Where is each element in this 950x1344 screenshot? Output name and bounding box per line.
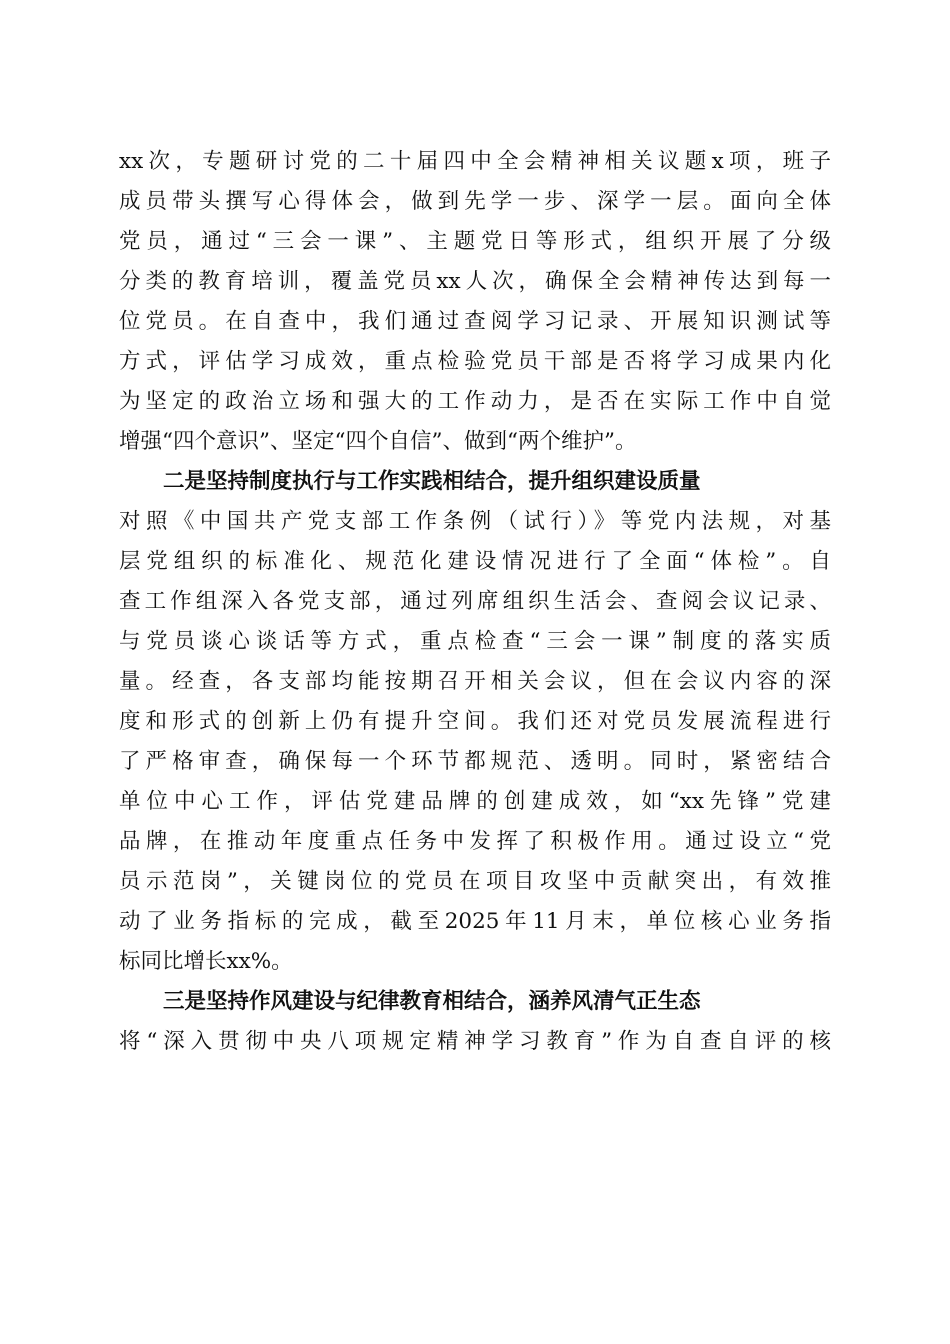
paragraph-line: 度和形式的创新上仍有提升空间。我们还对党员发展流程进行 [119, 709, 831, 734]
paragraph-line: 方式，评估学习成效，重点检验党员干部是否将学习成果内化 [119, 349, 831, 374]
paragraph-line: 与党员谈心谈话等方式，重点检查“三会一课”制度的落实质 [119, 629, 831, 654]
section-heading: 三是坚持作风建设与纪律教育相结合，涵养风清气正生态 [163, 989, 701, 1014]
paragraph-line: 位党员。在自查中，我们通过查阅学习记录、开展知识测试等 [119, 309, 831, 334]
paragraph-line: 动了业务指标的完成，截至2025年11月末，单位核心业务指 [119, 909, 831, 934]
paragraph-line: 分类的教育培训，覆盖党员xx人次，确保全会精神传达到每一 [119, 269, 831, 294]
paragraph-line: 增强“四个意识”、坚定“四个自信”、做到“两个维护”。 [119, 429, 637, 454]
paragraph-line: 查工作组深入各党支部，通过列席组织生活会、查阅会议记录、 [119, 589, 831, 614]
section-heading: 二是坚持制度执行与工作实践相结合，提升组织建设质量 [163, 469, 701, 494]
paragraph-line: 层党组织的标准化、规范化建设情况进行了全面“体检”。自 [119, 549, 831, 574]
paragraph-line: 标同比增长xx%。 [119, 949, 293, 974]
paragraph-line: 员示范岗”，关键岗位的党员在项目攻坚中贡献突出，有效推 [119, 869, 831, 894]
paragraph-line: 量。经查，各支部均能按期召开相关会议，但在会议内容的深 [119, 669, 831, 694]
paragraph-line: 成员带头撰写心得体会，做到先学一步、深学一层。面向全体 [119, 189, 831, 214]
paragraph-line: 为坚定的政治立场和强大的工作动力，是否在实际工作中自觉 [119, 389, 831, 414]
document-body [119, 142, 831, 1062]
paragraph-line: 单位中心工作，评估党建品牌的创建成效，如“xx先锋”党建 [119, 789, 831, 814]
paragraph-line: 品牌，在推动年度重点任务中发挥了积极作用。通过设立“党 [119, 829, 831, 854]
paragraph-line: 对照《中国共产党支部工作条例（试行）》等党内法规，对基 [119, 509, 831, 534]
paragraph-line: 党员，通过“三会一课”、主题党日等形式，组织开展了分级 [119, 229, 831, 254]
paragraph-line: 将“深入贯彻中央八项规定精神学习教育”作为自查自评的核 [119, 1029, 831, 1054]
paragraph-line: xx次，专题研讨党的二十届四中全会精神相关议题x项，班子 [119, 149, 831, 174]
paragraph-line: 了严格审查，确保每一个环节都规范、透明。同时，紧密结合 [119, 749, 831, 774]
